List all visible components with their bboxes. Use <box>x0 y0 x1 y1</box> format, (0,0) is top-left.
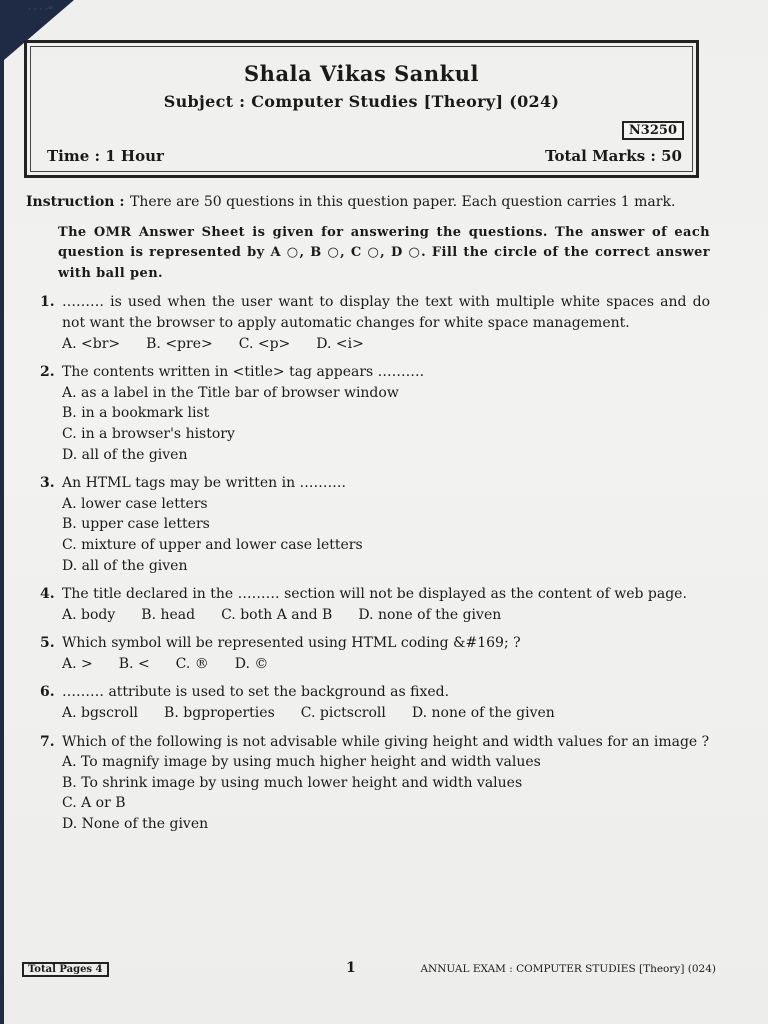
question-number: 6. <box>40 684 55 701</box>
answer-option: A. <br> <box>62 335 121 352</box>
total-marks-label: Total Marks : 50 <box>545 147 682 165</box>
question-number: 4. <box>40 586 55 603</box>
answer-option: C. A or B <box>62 795 126 812</box>
answer-option: A. bgscroll <box>62 705 139 722</box>
question-number: 2. <box>40 364 55 381</box>
question-item <box>26 584 710 625</box>
question-number: 1. <box>40 294 55 311</box>
question-text: The contents written in <title> tag appears ………. <box>62 364 425 381</box>
answer-option: C. in a browser's history <box>62 425 235 442</box>
answer-option: B. To shrink image by using much lower height and width values <box>62 774 523 791</box>
question-text: Which symbol will be represented using HTML coding &#169; ? <box>62 635 521 652</box>
question-content <box>26 192 710 835</box>
answer-option: B. <pre> <box>146 335 213 352</box>
question-number: 5. <box>40 635 55 652</box>
answer-option: C. ® <box>175 655 209 672</box>
answer-option: C. pictscroll <box>300 705 386 722</box>
answer-option: D. None of the given <box>62 816 209 833</box>
answer-option: D. © <box>234 655 269 672</box>
question-text: An HTML tags may be written in ………. <box>62 475 347 492</box>
answer-option: D. all of the given <box>62 557 188 574</box>
question-item <box>26 732 710 835</box>
answer-option: D. none of the given <box>411 705 555 722</box>
question-list <box>26 292 710 834</box>
question-text: ……… attribute is used to set the background as fixed. <box>62 684 450 701</box>
answer-option: C. mixture of upper and lower case letters <box>62 536 363 553</box>
answer-option: C. both A and B <box>221 606 333 623</box>
question-item <box>26 362 710 465</box>
options-group <box>62 703 710 724</box>
options-group <box>62 383 710 465</box>
answer-option: D. all of the given <box>62 446 188 463</box>
answer-option: B. bgproperties <box>164 705 275 722</box>
options-group <box>62 654 710 675</box>
question-item <box>26 473 710 576</box>
answer-option: B. < <box>118 655 150 672</box>
header-box <box>24 40 699 178</box>
answer-option: B. head <box>141 606 196 623</box>
page-footer <box>22 962 716 982</box>
paper-code-badge: N3250 <box>622 121 684 140</box>
options-group <box>62 494 710 576</box>
instruction-block <box>26 192 710 213</box>
options-group <box>62 752 710 834</box>
pen-scribble: · · · ·ʷ <box>28 5 54 15</box>
answer-option: D. <i> <box>316 335 364 352</box>
answer-option: A. as a label in the Title bar of browser window <box>62 384 399 401</box>
question-text: The title declared in the ……… section will not be displayed as the content of web page. <box>62 586 687 603</box>
exam-label: ANNUAL EXAM : COMPUTER STUDIES [Theory] (024) <box>420 963 716 975</box>
answer-option: A. To magnify image by using much higher height and width values <box>62 754 541 771</box>
question-text: ……… is used when the user want to display the text with multiple white spaces and do not want the browser to apply automatic changes for white space management. <box>62 294 710 331</box>
answer-option: A. lower case letters <box>62 495 208 512</box>
page-number: 1 <box>346 960 356 976</box>
question-number: 7. <box>40 733 55 750</box>
answer-option: A. body <box>62 606 116 623</box>
total-pages-badge: Total Pages 4 <box>22 962 109 977</box>
answer-option: C. <p> <box>238 335 291 352</box>
instruction-label: Instruction : <box>26 194 125 210</box>
options-group <box>62 334 710 355</box>
question-item <box>26 292 710 354</box>
school-title: Shala Vikas Sankul <box>244 61 479 86</box>
question-item <box>26 682 710 723</box>
instruction-text: There are 50 questions in this question paper. Each question carries 1 mark. <box>130 194 676 210</box>
question-number: 3. <box>40 475 55 492</box>
exam-paper <box>4 0 768 1024</box>
header-inner-border <box>30 46 693 172</box>
question-text: Which of the following is not advisable while giving height and width values for an image ? <box>62 733 710 750</box>
answer-option: B. upper case letters <box>62 516 210 533</box>
answer-option: D. none of the given <box>358 606 502 623</box>
subject-line: Subject : Computer Studies [Theory] (024) <box>163 92 560 111</box>
options-group <box>62 605 710 626</box>
answer-option: B. in a bookmark list <box>62 405 210 422</box>
time-label: Time : 1 Hour <box>47 147 164 165</box>
question-item <box>26 633 710 674</box>
omr-note: The OMR Answer Sheet is given for answering the questions. The answer of each question is represented by A ○, B ○, C ○, D ○. Fill the circle of the correct answer with ball pen. <box>58 224 710 281</box>
answer-option: A. > <box>62 655 93 672</box>
